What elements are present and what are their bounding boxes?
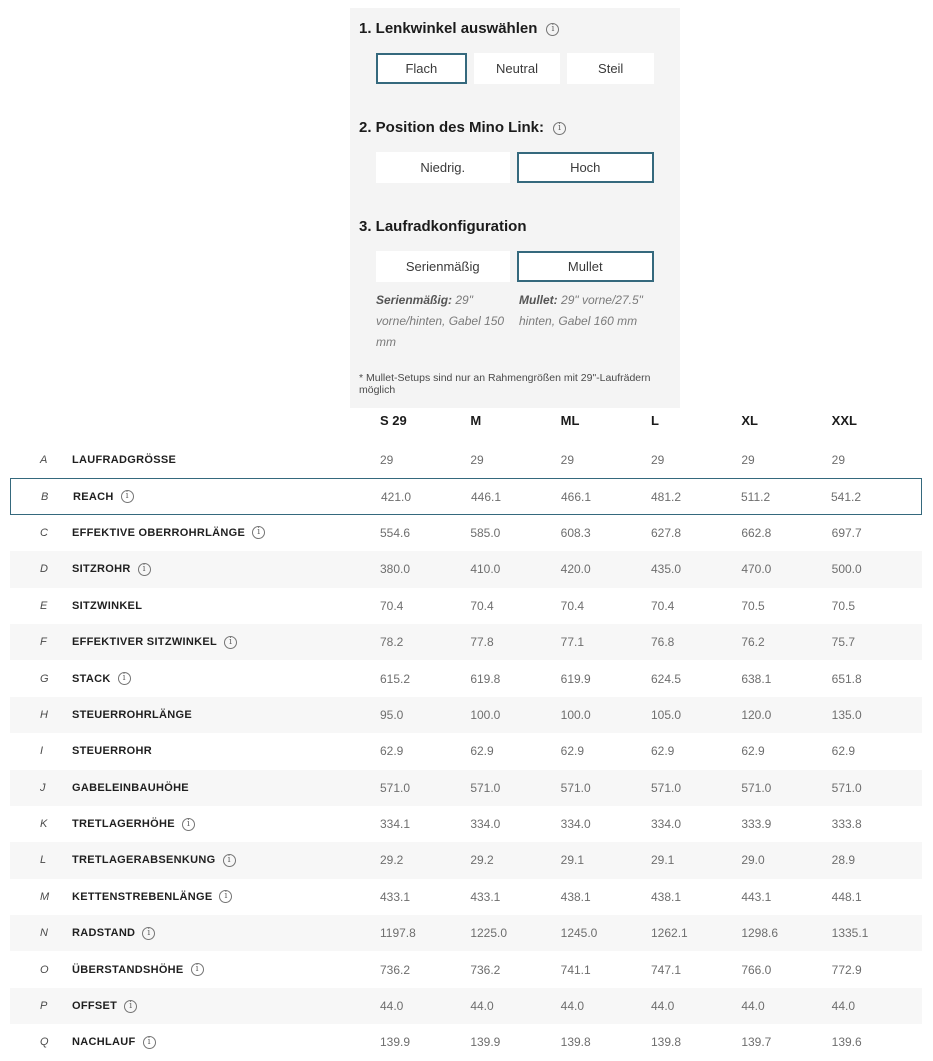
info-icon[interactable]: i	[546, 23, 559, 36]
column-header-l: L	[651, 412, 659, 428]
cell-value: 70.5	[741, 598, 765, 613]
row-label	[72, 672, 380, 685]
row-letter: O	[40, 963, 49, 976]
row-label-text: TRETLAGERHÖHE	[72, 818, 175, 831]
row-label-text: EFFEKTIVE OBERROHRLÄNGE	[72, 526, 246, 539]
table-row[interactable]	[10, 733, 922, 769]
option-button-neutral[interactable]: Neutral	[474, 53, 561, 84]
option-button-hoch[interactable]: Hoch	[517, 152, 655, 183]
info-icon[interactable]: i	[124, 1000, 137, 1013]
row-label-text: EFFEKTIVER SITZWINKEL	[72, 636, 218, 649]
cell-value: 77.1	[560, 635, 585, 650]
cell-value: 70.4	[380, 598, 404, 613]
cell-value: 29.1	[560, 853, 585, 868]
cell-value: 44.0	[741, 999, 765, 1014]
table-row[interactable]	[10, 478, 922, 514]
config-section-lenkwinkel	[359, 20, 654, 84]
cell-value: 70.5	[831, 598, 856, 613]
table-row[interactable]	[10, 770, 922, 806]
table-header-row	[10, 398, 922, 442]
row-label	[72, 600, 380, 612]
cell-value: 62.9	[741, 744, 765, 759]
info-icon[interactable]: i	[142, 927, 155, 940]
row-label-text: ÜBERSTANDSHÖHE	[72, 963, 184, 976]
cell-value: 105.0	[651, 707, 682, 722]
cell-value: 29.2	[380, 853, 404, 868]
row-label-text: NACHLAUF	[72, 1036, 136, 1049]
cell-value: 500.0	[831, 562, 862, 577]
cell-value: 95.0	[380, 707, 404, 722]
cell-value: 433.1	[380, 889, 411, 904]
cell-value: 100.0	[560, 707, 591, 722]
cell-value: 585.0	[470, 525, 501, 540]
row-label	[72, 454, 380, 466]
cell-value: 334.1	[380, 817, 411, 832]
table-row[interactable]	[10, 806, 922, 842]
cell-value: 1262.1	[651, 926, 688, 941]
row-letter: K	[40, 818, 48, 831]
row-letter: L	[40, 854, 47, 867]
cell-value: 571.0	[831, 780, 862, 795]
row-letter: N	[40, 927, 48, 940]
cell-value: 70.4	[470, 598, 494, 613]
cell-value: 28.9	[831, 853, 856, 868]
column-header-ml: ML	[560, 412, 580, 428]
section-title-text: 3. Laufradkonfiguration	[359, 218, 527, 235]
table-row[interactable]	[10, 842, 922, 878]
row-label	[72, 709, 380, 721]
info-icon[interactable]: i	[118, 672, 131, 685]
table-row[interactable]	[10, 515, 922, 551]
table-row[interactable]	[10, 588, 922, 624]
cell-value: 421.0	[381, 489, 412, 504]
table-row[interactable]	[10, 624, 922, 660]
cell-value: 29	[651, 453, 665, 468]
cell-value: 77.8	[470, 635, 494, 650]
cell-value: 446.1	[471, 489, 502, 504]
info-icon[interactable]: i	[219, 890, 232, 903]
cell-value: 334.0	[470, 817, 501, 832]
row-label-text: STEUERROHRLÄNGE	[72, 708, 193, 721]
cell-value: 624.5	[651, 671, 682, 686]
cell-value: 736.2	[380, 962, 411, 977]
cell-value: 29	[470, 453, 484, 468]
cell-value: 571.0	[380, 780, 411, 795]
description-text: 29" vorne/27.5" hinten, Gabel 160 mm	[519, 293, 643, 328]
cell-value: 443.1	[741, 889, 772, 904]
cell-value: 62.9	[651, 744, 675, 759]
cell-value: 772.9	[831, 962, 862, 977]
cell-value: 380.0	[380, 562, 411, 577]
section-title	[359, 218, 654, 236]
cell-value: 420.0	[560, 562, 591, 577]
cell-value: 410.0	[470, 562, 501, 577]
cell-value: 29.1	[651, 853, 675, 868]
info-icon[interactable]: i	[224, 636, 237, 649]
table-row[interactable]	[10, 988, 922, 1024]
config-section-laufrad	[359, 218, 654, 353]
cell-value: 139.8	[651, 1035, 682, 1050]
cell-value: 139.7	[741, 1035, 772, 1050]
column-header-m: M	[470, 412, 482, 428]
option-button-steil[interactable]: Steil	[567, 53, 654, 84]
cell-value: 62.9	[560, 744, 585, 759]
table-row[interactable]	[10, 551, 922, 587]
option-group-laufrad	[376, 251, 654, 282]
description-serienmaessig	[376, 290, 511, 353]
cell-value: 438.1	[560, 889, 591, 904]
cell-value: 76.2	[741, 635, 765, 650]
table-row[interactable]	[10, 879, 922, 915]
row-label-text: STACK	[72, 672, 111, 685]
cell-value: 78.2	[380, 635, 404, 650]
cell-value: 697.7	[831, 525, 862, 540]
row-letter: J	[40, 781, 46, 794]
cell-value: 76.8	[651, 635, 675, 650]
section-title	[359, 119, 654, 137]
row-letter: B	[41, 490, 49, 503]
cell-value: 75.7	[831, 635, 856, 650]
cell-value: 29.0	[741, 853, 765, 868]
description-mullet	[519, 290, 654, 353]
row-label	[72, 1000, 380, 1013]
cell-value: 70.4	[651, 598, 675, 613]
row-letter: M	[40, 890, 50, 903]
cell-value: 554.6	[380, 525, 411, 540]
option-button-mullet[interactable]: Mullet	[517, 251, 655, 282]
cell-value: 619.8	[470, 671, 501, 686]
option-button-serienmaessig[interactable]: Serienmäßig	[376, 251, 510, 282]
cell-value: 1245.0	[560, 926, 598, 941]
cell-value: 29	[741, 453, 755, 468]
row-label	[72, 563, 380, 576]
info-icon[interactable]: i	[143, 1036, 156, 1049]
cell-value: 44.0	[651, 999, 675, 1014]
cell-value: 333.8	[831, 817, 862, 832]
cell-value: 571.0	[741, 780, 772, 795]
cell-value: 638.1	[741, 671, 772, 686]
cell-value: 139.9	[380, 1035, 411, 1050]
row-letter: Q	[40, 1036, 49, 1049]
cell-value: 1298.6	[741, 926, 779, 941]
cell-value: 29	[560, 453, 575, 468]
cell-value: 466.1	[561, 489, 592, 504]
row-label	[72, 818, 380, 831]
cell-value: 62.9	[831, 744, 856, 759]
info-icon[interactable]: i	[252, 526, 265, 539]
row-label	[72, 526, 380, 539]
section-title-text: 2. Position des Mino Link:	[359, 119, 545, 136]
row-label	[72, 854, 380, 867]
section-title-text: 1. Lenkwinkel auswählen	[359, 20, 538, 37]
info-icon[interactable]: i	[182, 818, 195, 831]
cell-value: 435.0	[651, 562, 682, 577]
cell-value: 1197.8	[380, 926, 416, 941]
table-row[interactable]	[10, 442, 922, 478]
info-icon[interactable]: i	[138, 563, 151, 576]
cell-value: 433.1	[470, 889, 501, 904]
row-label	[72, 1036, 380, 1049]
cell-value: 44.0	[560, 999, 585, 1014]
cell-value: 29.2	[470, 853, 494, 868]
cell-value: 62.9	[470, 744, 494, 759]
cell-value: 619.9	[560, 671, 591, 686]
description-lead: Mullet:	[519, 293, 558, 307]
cell-value: 662.8	[741, 525, 772, 540]
cell-value: 651.8	[831, 671, 862, 686]
cell-value: 571.0	[651, 780, 682, 795]
cell-value: 62.9	[380, 744, 404, 759]
row-letter: D	[40, 563, 48, 576]
cell-value: 448.1	[831, 889, 862, 904]
cell-value: 571.0	[560, 780, 591, 795]
mullet-footnote: * Mullet-Setups sind nur an Rahmengrößen mit 29"-Laufrädern möglich	[359, 372, 651, 396]
row-label-text: KETTENSTREBENLÄNGE	[72, 890, 213, 903]
cell-value: 333.9	[741, 817, 772, 832]
cell-value: 608.3	[560, 525, 591, 540]
info-icon[interactable]: i	[121, 490, 134, 503]
table-row[interactable]	[10, 1024, 922, 1060]
description-text: 29" vorne/hinten, Gabel 150 mm	[376, 293, 505, 349]
section-title	[359, 20, 654, 38]
info-icon[interactable]: i	[223, 854, 236, 867]
cell-value: 470.0	[741, 562, 772, 577]
cell-value: 615.2	[380, 671, 411, 686]
cell-value: 139.9	[470, 1035, 501, 1050]
option-button-niedrig[interactable]: Niedrig.	[376, 152, 510, 183]
row-letter: C	[40, 526, 48, 539]
row-label-text: SITZROHR	[72, 563, 131, 576]
cell-value: 334.0	[651, 817, 682, 832]
row-label	[72, 636, 380, 649]
table-row[interactable]	[10, 697, 922, 733]
cell-value: 135.0	[831, 707, 862, 722]
cell-value: 438.1	[651, 889, 682, 904]
cell-value: 541.2	[831, 489, 862, 504]
cell-value: 1335.1	[831, 926, 869, 941]
cell-value: 747.1	[651, 962, 682, 977]
cell-value: 334.0	[560, 817, 591, 832]
row-label	[72, 745, 380, 757]
column-header-s29: S 29	[380, 412, 407, 428]
cell-value: 44.0	[380, 999, 404, 1014]
cell-value: 139.8	[560, 1035, 591, 1050]
description-lead: Serienmäßig:	[376, 293, 453, 307]
row-label-text: GABELEINBAUHÖHE	[72, 781, 189, 794]
row-letter: E	[40, 599, 48, 612]
cell-value: 511.2	[741, 489, 771, 504]
row-letter: P	[40, 1000, 48, 1013]
cell-value: 571.0	[470, 780, 501, 795]
cell-value: 70.4	[560, 598, 585, 613]
row-letter: I	[40, 745, 44, 758]
geometry-table-body	[10, 442, 922, 1061]
option-group-mino-link	[376, 152, 654, 183]
row-label-text: TRETLAGERABSENKUNG	[72, 854, 216, 867]
option-descriptions	[376, 290, 654, 353]
column-header-xl: XL	[741, 412, 758, 428]
row-letter: H	[40, 708, 48, 721]
column-header-xxl: XXL	[831, 412, 857, 428]
cell-value: 139.6	[831, 1035, 862, 1050]
cell-value: 120.0	[741, 707, 772, 722]
row-label	[72, 890, 380, 903]
row-label-text: SITZWINKEL	[72, 599, 143, 612]
geometry-configurator-panel	[350, 8, 680, 408]
cell-value: 29	[831, 453, 846, 468]
table-row[interactable]	[10, 660, 922, 696]
row-label	[72, 963, 380, 976]
option-group-lenkwinkel	[376, 53, 654, 84]
cell-value: 29	[380, 453, 394, 468]
cell-value: 741.1	[560, 962, 591, 977]
row-label-text: REACH	[73, 490, 114, 503]
cell-value: 44.0	[831, 999, 856, 1014]
cell-value: 1225.0	[470, 926, 508, 941]
cell-value: 481.2	[651, 489, 682, 504]
table-row[interactable]	[10, 915, 922, 951]
config-section-mino-link	[359, 119, 654, 183]
row-label-text: LAUFRADGRÖSSE	[72, 454, 177, 467]
info-icon[interactable]: i	[191, 963, 204, 976]
row-letter: F	[40, 636, 47, 649]
cell-value: 44.0	[470, 999, 494, 1014]
row-label	[72, 782, 380, 794]
table-row[interactable]	[10, 951, 922, 987]
geometry-table	[10, 398, 922, 1061]
info-icon[interactable]: i	[553, 122, 566, 135]
cell-value: 736.2	[470, 962, 501, 977]
option-button-flach[interactable]: Flach	[376, 53, 467, 84]
row-label-text: RADSTAND	[72, 927, 136, 940]
row-label	[73, 490, 381, 503]
row-label	[72, 927, 380, 940]
cell-value: 100.0	[470, 707, 501, 722]
row-letter: A	[40, 454, 48, 467]
cell-value: 766.0	[741, 962, 772, 977]
row-label-text: STEUERROHR	[72, 745, 153, 758]
row-letter: G	[40, 672, 49, 685]
cell-value: 627.8	[651, 525, 682, 540]
row-label-text: OFFSET	[72, 1000, 118, 1013]
